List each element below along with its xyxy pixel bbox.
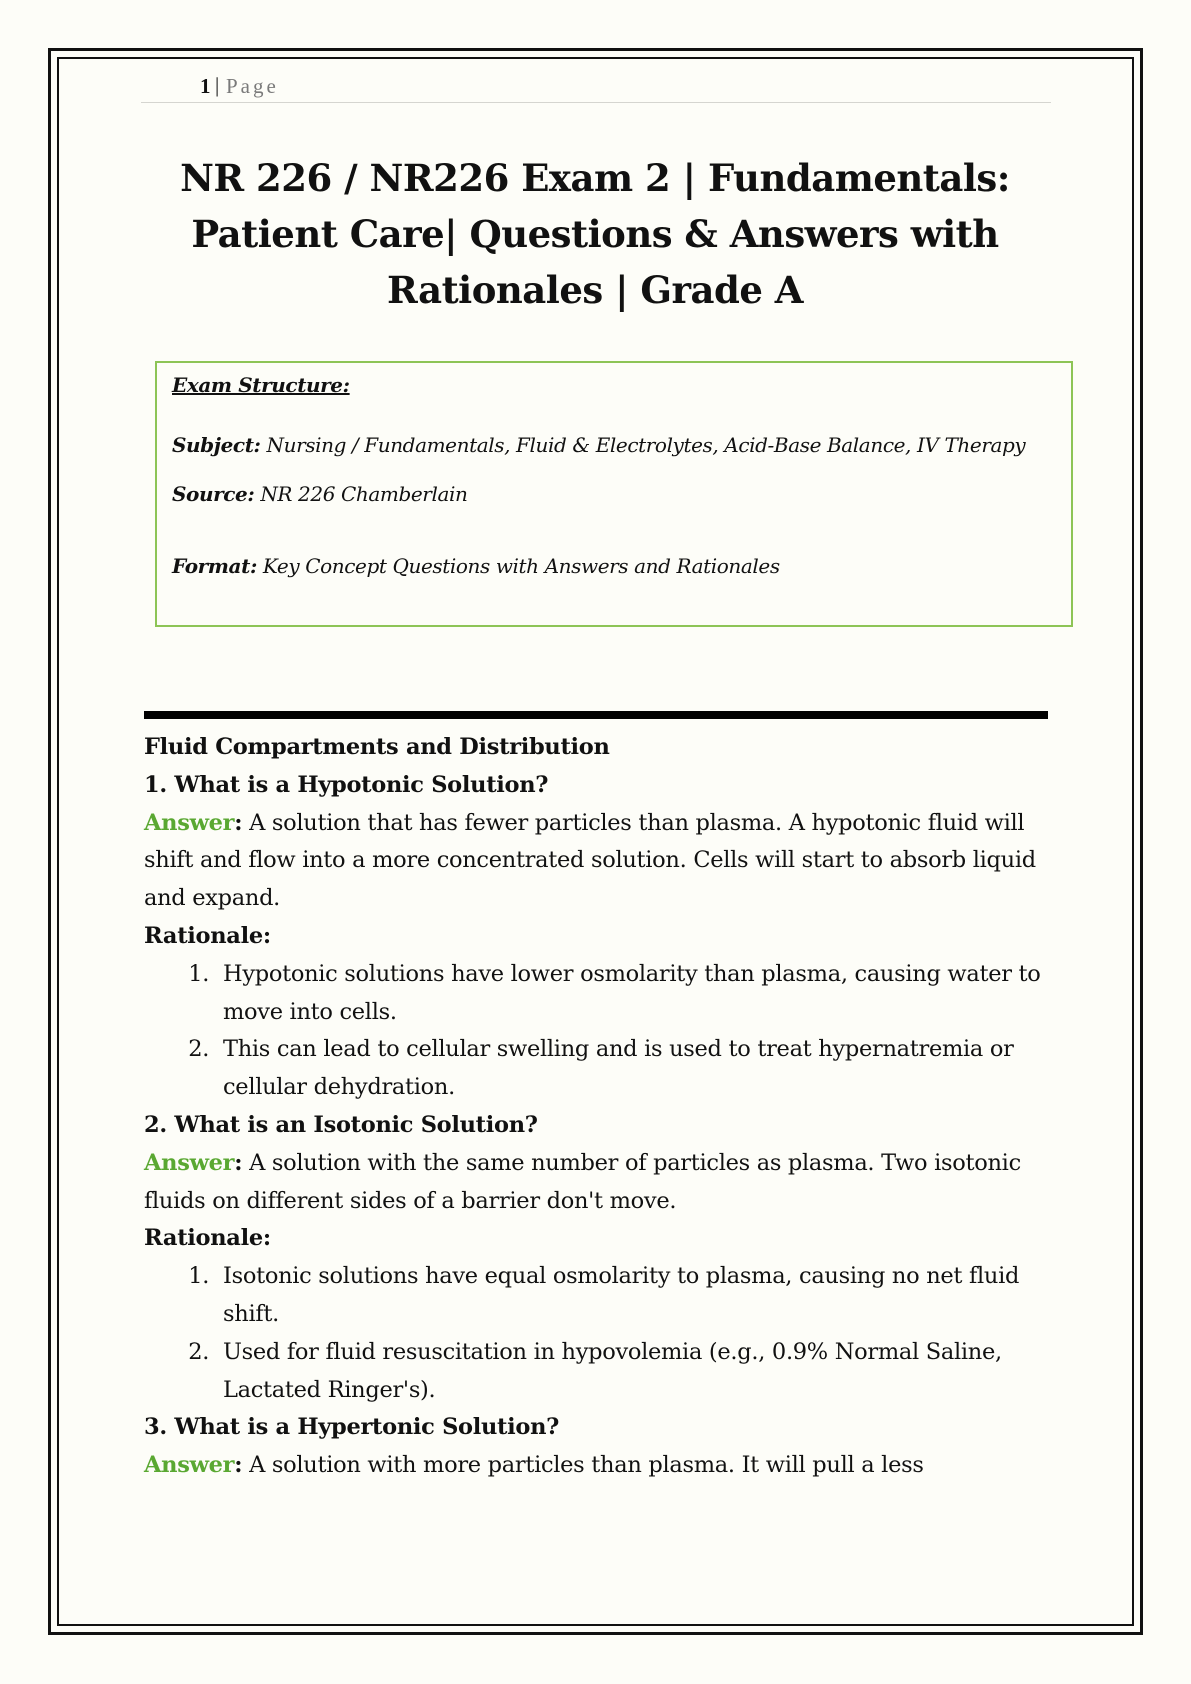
question-1: 1. What is a Hypotonic Solution? bbox=[144, 771, 549, 798]
rationale-item: 2. This can lead to cellular swelling and is used to treat hypernatremia or cellular dehydration. bbox=[216, 1031, 1054, 1107]
title-line-2: Patient Care| Questions & Answers with bbox=[191, 212, 999, 256]
answer-3: Answer: A solution with more particles than plasma. It will pull a less bbox=[144, 1452, 924, 1479]
source-value: NR 226 Chamberlain bbox=[260, 482, 468, 506]
main-content bbox=[144, 729, 1054, 1485]
question-2: 2. What is an Isotonic Solution? bbox=[144, 1111, 538, 1138]
format-value: Key Concept Questions with Answers and Rationales bbox=[262, 554, 780, 578]
answer-label: Answer bbox=[144, 809, 235, 836]
exam-structure-box bbox=[155, 361, 1073, 627]
source-label: Source: bbox=[172, 482, 255, 506]
page-number: 1 bbox=[200, 74, 211, 98]
rationale-item: 1. Hypotonic solutions have lower osmolarity than plasma, causing water to move into cells. bbox=[216, 956, 1054, 1032]
document-title bbox=[140, 150, 1050, 318]
exam-structure-heading: Exam Structure: bbox=[172, 373, 350, 397]
section-title: Fluid Compartments and Distribution bbox=[144, 734, 610, 760]
answer-label: Answer bbox=[144, 1452, 235, 1479]
section-divider bbox=[144, 711, 1048, 719]
question-3: 3. What is a Hypertonic Solution? bbox=[144, 1414, 560, 1441]
answer-2: Answer: A solution with the same number of particles as plasma. Two isotonic fluids on different sides of a barrier don't move. bbox=[144, 1149, 1021, 1214]
format-label: Format: bbox=[172, 554, 257, 578]
page-separator: | bbox=[215, 73, 220, 97]
rationale-list-2 bbox=[144, 1258, 1054, 1409]
title-line-3: Rationales | Grade A bbox=[387, 268, 803, 312]
rationale-item: 1. Isotonic solutions have equal osmolarity to plasma, causing no net fluid shift. bbox=[216, 1258, 1054, 1334]
page-word: Page bbox=[226, 74, 279, 98]
answer-3-text: A solution with more particles than plasma. It will pull a less bbox=[249, 1452, 924, 1479]
title-line-1: NR 226 / NR226 Exam 2 | Fundamentals: bbox=[180, 156, 1010, 200]
source-line bbox=[172, 482, 467, 506]
rationale-label: Rationale: bbox=[144, 1225, 271, 1252]
answer-label: Answer bbox=[144, 1149, 235, 1176]
answer-1-text: A solution that has fewer particles than plasma. A hypotonic fluid will shift and flow into a more concentrated solution. Cells will start to absorb liquid and expand. bbox=[144, 809, 1036, 912]
subject-label: Subject: bbox=[172, 433, 261, 457]
rationale-item: 2. Used for fluid resuscitation in hypovolemia (e.g., 0.9% Normal Saline, Lactated Ringer's). bbox=[216, 1334, 1054, 1410]
page-header bbox=[141, 72, 1051, 103]
subject-line bbox=[172, 433, 1025, 457]
answer-2-text: A solution with the same number of particles as plasma. Two isotonic fluids on different sides of a barrier don't move. bbox=[144, 1149, 1021, 1214]
rationale-list-1 bbox=[144, 956, 1054, 1107]
format-line bbox=[172, 554, 780, 578]
subject-value: Nursing / Fundamentals, Fluid & Electrolytes, Acid-Base Balance, IV Therapy bbox=[266, 433, 1026, 457]
answer-1: Answer: A solution that has fewer particles than plasma. A hypotonic fluid will shift and flow into a more concentrated solution. Cells will start to absorb liquid and expand. bbox=[144, 809, 1036, 912]
rationale-label: Rationale: bbox=[144, 922, 271, 949]
